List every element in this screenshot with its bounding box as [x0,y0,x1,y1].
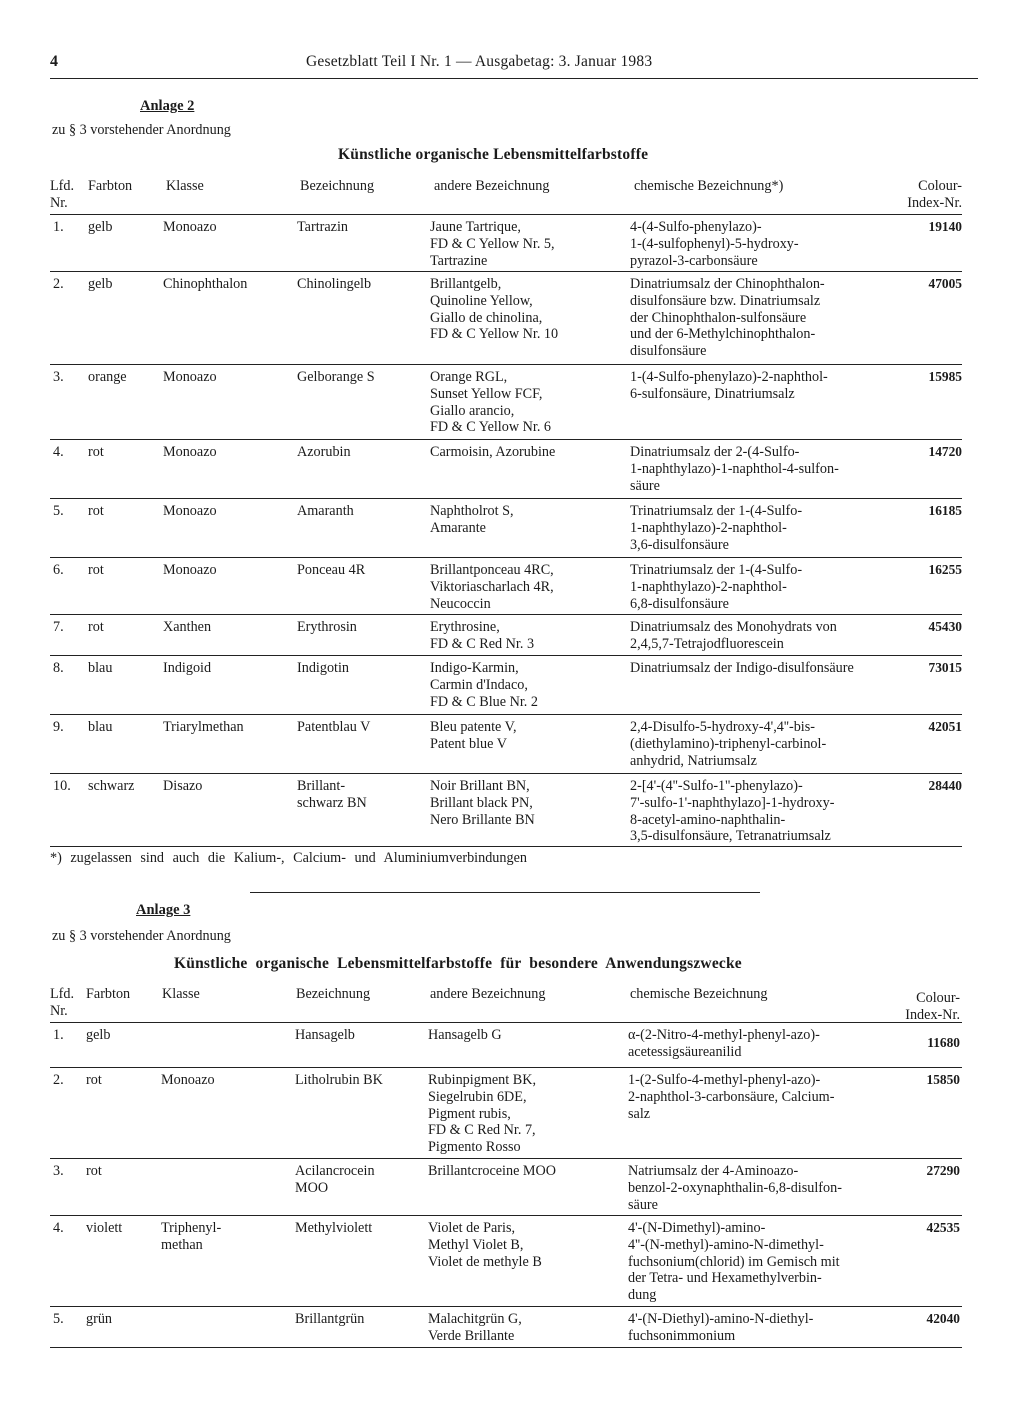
row-andere-bezeichnung: Indigo-Karmin, Carmin d'Indaco, FD & C Blue Nr. 2 [430,660,538,710]
row-farbton: rot [88,444,104,460]
row-klasse: Chinophthalon [163,276,248,292]
row-klasse: Monoazo [163,444,217,460]
row-number: 7. [53,619,64,635]
row-bezeichnung: Gelborange S [297,369,375,385]
row-number: 4. [53,1220,64,1236]
page-number: 4 [50,53,58,70]
row-andere-bezeichnung: Brillantcroceine MOO [428,1163,557,1179]
row-farbton: rot [88,503,104,519]
row-bezeichnung: Hansagelb [295,1027,355,1043]
row-chemische-bezeichnung: Dinatriumsalz der Chinophthalon- disulfonsäure bzw. Dinatriumsalz der Chinophthalon-sulfonsäure und der 6-Methylchinophthalon- disulfonsäure [630,276,825,360]
row-bezeichnung: Tartrazin [297,219,348,235]
row-number: 6. [53,562,64,578]
row-klasse: Monoazo [163,219,217,235]
col-header-no: Lfd. Nr. [50,178,75,211]
row-chemische-bezeichnung: 4-(4-Sulfo-phenylazo)- 1-(4-sulfophenyl)-5-hydroxy- pyrazol-3-carbonsäure [630,219,799,269]
row-colour-index: 42040 [926,1311,960,1326]
row-number: 3. [53,369,64,385]
row-klasse: Triarylmethan [163,719,244,735]
row-andere-bezeichnung: Erythrosine, FD & C Red Nr. 3 [430,619,535,652]
row-farbton: rot [88,619,104,635]
col-header-chemische-bezeichnung: chemische Bezeichnung*) [634,178,784,194]
anlage2-label: Anlage 2 [140,98,195,114]
row-farbton: blau [88,719,113,735]
anlage2-reference: zu § 3 vorstehender Anordnung [52,122,231,138]
row-farbton: gelb [88,219,113,235]
row-chemische-bezeichnung: Trinatriumsalz der 1-(4-Sulfo- 1-naphthylazo)-2-naphthol- 3,6-disulfonsäure [630,503,803,553]
row-farbton: rot [88,562,104,578]
table-row [50,215,962,272]
table-row [50,440,962,499]
row-farbton: blau [88,660,113,676]
page-header [50,54,978,79]
row-andere-bezeichnung: Orange RGL, Sunset Yellow FCF, Giallo arancio, FD & C Yellow Nr. 6 [430,369,552,436]
row-klasse: Monoazo [161,1072,215,1088]
row-andere-bezeichnung: Carmoisin, Azorubine [430,444,556,460]
row-number: 8. [53,660,64,676]
row-klasse: Xanthen [163,619,212,635]
row-bezeichnung: Erythrosin [297,619,357,635]
col-header-colour-index: Colour- Index-Nr. [907,178,962,211]
table-row [50,272,962,365]
gazette-header-title: Gesetzblatt Teil I Nr. 1 — Ausgabetag: 3. Januar 1983 [306,53,653,70]
row-andere-bezeichnung: Brillantponceau 4RC, Viktoriascharlach 4R, Neucoccin [430,562,554,612]
row-number: 1. [53,219,64,235]
row-bezeichnung: Azorubin [297,444,351,460]
row-andere-bezeichnung: Malachitgrün G, Verde Brillante [428,1311,522,1344]
table-row [50,365,962,440]
row-colour-index: 16255 [928,562,962,577]
anlage2-title: Künstliche organische Lebensmittelfarbstoffe [338,146,649,163]
row-chemische-bezeichnung: 4'-(N-Diethyl)-amino-N-diethyl- fuchsonimmonium [628,1311,814,1344]
col-header-bezeichnung: Bezeichnung [296,986,371,1002]
row-farbton: rot [86,1163,102,1179]
row-klasse: Indigoid [163,660,212,676]
table-header [50,986,962,1023]
row-farbton: schwarz [88,778,135,794]
row-bezeichnung: Patentblau V [297,719,371,735]
anlage2-table [50,178,962,847]
table-row [50,1216,962,1307]
row-colour-index: 27290 [926,1163,960,1178]
row-farbton: gelb [88,276,113,292]
row-klasse: Disazo [163,778,203,794]
row-farbton: gelb [86,1027,111,1043]
row-colour-index: 42051 [928,719,962,734]
row-bezeichnung: Acilancrocein MOO [295,1163,375,1196]
table-row [50,615,962,656]
row-chemische-bezeichnung: 2-[4'-(4''-Sulfo-1''-phenylazo)- 7'-sulfo-1'-naphthylazo]-1-hydroxy- 8-acetyl-amino-naphthalin- 3,5-disulfonsäure, Tetranatriumsalz [630,778,835,845]
row-number: 4. [53,444,64,460]
row-number: 10. [53,778,71,794]
row-colour-index: 73015 [928,660,962,675]
row-andere-bezeichnung: Noir Brillant BN, Brillant black PN, Nero Brillante BN [430,778,535,828]
col-header-colour-index: Colour- Index-Nr. [905,990,960,1023]
row-chemische-bezeichnung: Dinatriumsalz der 2-(4-Sulfo- 1-naphthylazo)-1-naphthol-4-sulfon- säure [630,444,839,494]
row-chemische-bezeichnung: 1-(2-Sulfo-4-methyl-phenyl-azo)- 2-naphthol-3-carbonsäure, Calcium- salz [628,1072,835,1122]
anlage3-label: Anlage 3 [136,902,191,918]
anlage3-title: Künstliche organische Lebensmittelfarbstoffe für besondere Anwendungszwecke [174,955,742,972]
row-chemische-bezeichnung: Dinatriumsalz der Indigo-disulfonsäure [630,660,854,676]
table-row [50,1307,962,1348]
row-farbton: violett [86,1220,123,1236]
row-colour-index: 11680 [927,1035,960,1050]
row-farbton: orange [88,369,127,385]
col-header-farbton: Farbton [88,178,133,194]
row-andere-bezeichnung: Naphtholrot S, Amarante [430,503,514,536]
table-header [50,178,962,215]
row-colour-index: 15850 [926,1072,960,1087]
row-andere-bezeichnung: Hansagelb G [428,1027,502,1043]
table-row [50,1159,962,1216]
col-header-klasse: Klasse [166,178,204,194]
row-number: 3. [53,1163,64,1179]
row-chemische-bezeichnung: Natriumsalz der 4-Aminoazo- benzol-2-oxynaphthalin-6,8-disulfon- säure [628,1163,842,1213]
row-andere-bezeichnung: Violet de Paris, Methyl Violet B, Violet de methyle B [428,1220,542,1270]
table-row [50,774,962,847]
row-number: 9. [53,719,64,735]
table-row [50,656,962,715]
col-header-farbton: Farbton [86,986,131,1002]
row-chemische-bezeichnung: Dinatriumsalz des Monohydrats von 2,4,5,7-Tetrajodfluorescein [630,619,837,652]
row-colour-index: 14720 [928,444,962,459]
row-chemische-bezeichnung: Trinatriumsalz der 1-(4-Sulfo- 1-naphthylazo)-2-naphthol- 6,8-disulfonsäure [630,562,803,612]
row-bezeichnung: Chinolingelb [297,276,372,292]
row-number: 1. [53,1027,64,1043]
table-row [50,558,962,615]
col-header-no: Lfd. Nr. [50,986,75,1019]
row-chemische-bezeichnung: 1-(4-Sulfo-phenylazo)-2-naphthol- 6-sulfonsäure, Dinatriumsalz [630,369,828,402]
row-klasse: Triphenyl- methan [161,1220,222,1253]
table-row [50,1023,962,1068]
table-row [50,499,962,558]
row-number: 5. [53,1311,64,1327]
row-colour-index: 42535 [926,1220,960,1235]
row-colour-index: 16185 [928,503,962,518]
row-bezeichnung: Methylviolett [295,1220,373,1236]
row-bezeichnung: Indigotin [297,660,350,676]
row-farbton: grün [86,1311,113,1327]
row-klasse: Monoazo [163,562,217,578]
row-bezeichnung: Brillantgrün [295,1311,365,1327]
row-farbton: rot [86,1072,102,1088]
row-bezeichnung: Brillant- schwarz BN [297,778,367,811]
anlage3-table [50,986,962,1348]
footnote: *) zugelassen sind auch die Kalium-, Calcium- und Aluminiumverbindungen [50,850,527,866]
row-chemische-bezeichnung: 2,4-Disulfo-5-hydroxy-4',4''-bis- (diethylamino)-triphenyl-carbinol- anhydrid, Natriumsalz [630,719,827,769]
row-colour-index: 28440 [928,778,962,793]
row-andere-bezeichnung: Rubinpigment BK, Siegelrubin 6DE, Pigment rubis, FD & C Red Nr. 7, Pigmento Rosso [428,1072,536,1156]
row-colour-index: 45430 [928,619,962,634]
row-andere-bezeichnung: Brillantgelb, Quinoline Yellow, Giallo de chinolina, FD & C Yellow Nr. 10 [430,276,559,343]
col-header-chemische-bezeichnung: chemische Bezeichnung [630,986,768,1002]
row-number: 5. [53,503,64,519]
row-chemische-bezeichnung: α-(2-Nitro-4-methyl-phenyl-azo)- acetessigsäureanilid [628,1027,820,1060]
row-klasse: Monoazo [163,503,217,519]
row-bezeichnung: Amaranth [297,503,354,519]
col-header-klasse: Klasse [162,986,200,1002]
row-bezeichnung: Litholrubin BK [295,1072,383,1088]
col-header-andere-bezeichnung: andere Bezeichnung [430,986,546,1002]
row-colour-index: 47005 [928,276,962,291]
table-row [50,715,962,774]
row-chemische-bezeichnung: 4'-(N-Dimethyl)-amino- 4''-(N-methyl)-amino-N-dimethyl- fuchsonium(chlorid) im Gemisch mit der Tetra- und Hexamethylverbin- dung [628,1220,840,1304]
row-andere-bezeichnung: Jaune Tartrique, FD & C Yellow Nr. 5, Tartrazine [430,219,555,269]
col-header-bezeichnung: Bezeichnung [300,178,375,194]
row-klasse: Monoazo [163,369,217,385]
row-colour-index: 15985 [928,369,962,384]
col-header-andere-bezeichnung: andere Bezeichnung [434,178,550,194]
row-colour-index: 19140 [928,219,962,234]
row-number: 2. [53,276,64,292]
section-divider [250,892,760,893]
row-andere-bezeichnung: Bleu patente V, Patent blue V [430,719,517,752]
row-bezeichnung: Ponceau 4R [297,562,366,578]
row-number: 2. [53,1072,64,1088]
anlage3-reference: zu § 3 vorstehender Anordnung [52,928,231,944]
table-row [50,1068,962,1159]
